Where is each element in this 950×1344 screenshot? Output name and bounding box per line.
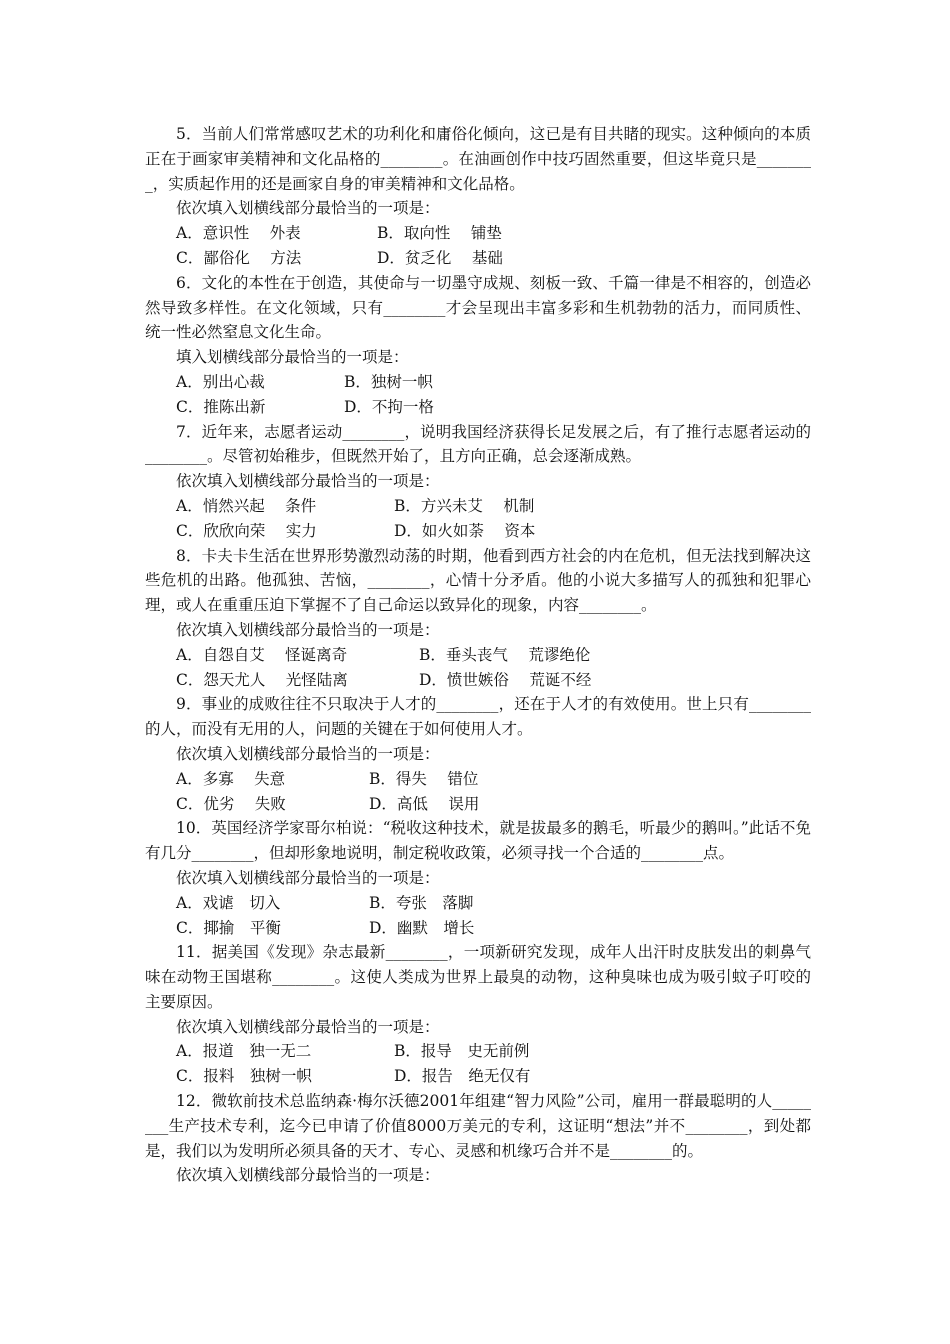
option-b: B．夸张 落脚: [369, 893, 474, 912]
option-b: B．独树一帜: [344, 372, 433, 391]
document-page: [145, 122, 811, 1188]
options-row: [145, 668, 811, 693]
question-9: [145, 692, 811, 816]
question-8: [145, 544, 811, 693]
question-7: [145, 420, 811, 544]
question-stem: 5．当前人们常常感叹艺术的功利化和庸俗化倾向，这已是有目共睹的现实。这种倾向的本质正在于画家审美精神和文化品格的________。在油画创作中技巧固然重要，但这毕竟只是________，实质起作用的还是画家自身的审美精神和文化品格。: [145, 125, 811, 193]
options-row: [145, 643, 811, 668]
options-row: [145, 916, 811, 941]
option-d: D．幽默 增长: [369, 918, 475, 937]
option-a: A．悄然兴起 条件: [176, 496, 317, 515]
question-prompt: 填入划横线部分最恰当的一项是：: [176, 348, 409, 367]
option-d: D．贫乏化 基础: [377, 248, 503, 267]
option-d: D．报告 绝无仅有: [394, 1067, 531, 1086]
question-10: [145, 816, 811, 940]
question-stem: 8．卡夫卡生活在世界形势激烈动荡的时期，他看到西方社会的内在危机，但无法找到解决这些危机的出路。他孤独、苦恼，________，心情十分矛盾。他的小说大多描写人的孤独和犯罪心理，或人在重重压迫下掌握不了自己命运以致异化的现象，内容________。: [145, 546, 811, 615]
option-c: C．怨天尤人 光怪陆离: [176, 670, 348, 689]
options-row: [145, 395, 811, 420]
option-d: D．愤世嫉俗 荒诞不经: [419, 670, 592, 689]
question-prompt: 依次填入划横线部分最恰当的一项是：: [176, 620, 440, 639]
option-b: B．垂头丧气 荒谬绝伦: [419, 645, 591, 664]
question-stem: 7．近年来，志愿者运动________，说明我国经济获得长足发展之后，有了推行志愿者运动的________。尽管初始稚步，但既然开始了，且方向正确，总会逐渐成熟。: [145, 422, 811, 466]
option-a: A．自怨自艾 怪诞离奇: [176, 645, 348, 664]
question-prompt: 依次填入划横线部分最恰当的一项是：: [176, 868, 440, 887]
option-c: C．揶揄 平衡: [176, 918, 281, 937]
option-a: A．戏谑 切入: [176, 893, 281, 912]
options-row: [145, 370, 811, 395]
question-prompt: 依次填入划横线部分最恰当的一项是：: [176, 199, 440, 218]
option-b: B．得失 错位: [369, 769, 479, 788]
options-row: [145, 767, 811, 792]
question-stem: 11．据美国《发现》杂志最新________，一项新研究发现，成年人出汗时皮肤发出的刺鼻气味在动物王国堪称________。这使人类成为世界上最臭的动物，这种臭味也成为吸引蚊子叮咬的主要原因。: [145, 943, 811, 1011]
options-row: [145, 792, 811, 817]
option-a: A．别出心裁: [176, 372, 265, 391]
option-d: D．不拘一格: [344, 397, 434, 416]
option-a: A．意识性 外表: [176, 224, 301, 243]
question-prompt: 依次填入划横线部分最恰当的一项是：: [176, 1166, 440, 1185]
option-c: C．推陈出新: [176, 397, 266, 416]
question-stem: 12．微软前技术总监纳森·梅尔沃德2001年组建“智力风险”公司，雇用一群最聪明的人________生产技术专利，迄今已申请了价值8000万美元的专利，这证明“想法”并不________，到处都是，我们以为发明所必须具备的天才、专心、灵感和机缘巧合并不是________的。: [145, 1092, 811, 1160]
option-a: A．多寡 失意: [176, 769, 286, 788]
question-prompt: 依次填入划横线部分最恰当的一项是：: [176, 744, 440, 763]
question-6: [145, 271, 811, 420]
option-a: A．报道 独一无二: [176, 1042, 312, 1061]
options-row: [145, 891, 811, 916]
options-row: [145, 494, 811, 519]
options-row: [145, 221, 811, 246]
question-11: [145, 940, 811, 1089]
options-row: [145, 519, 811, 544]
option-b: B．报导 史无前例: [394, 1042, 530, 1061]
option-c: C．优劣 失败: [176, 794, 286, 813]
option-c: C．鄙俗化 方法: [176, 248, 302, 267]
option-b: B．方兴未艾 机制: [394, 496, 535, 515]
question-stem: 10．英国经济学家哥尔柏说：“税收这种技术，就是拔最多的鹅毛，听最少的鹅叫。”此话不免有几分________，但却形象地说明，制定税收政策，必须寻找一个合适的________点。: [145, 819, 811, 863]
question-prompt: 依次填入划横线部分最恰当的一项是：: [176, 472, 440, 491]
options-row: [145, 1064, 811, 1089]
question-5: [145, 122, 811, 271]
question-prompt: 依次填入划横线部分最恰当的一项是：: [176, 1017, 440, 1036]
question-stem: 9．事业的成败往往不只取决于人才的________，还在于人才的有效使用。世上只有________的人，而没有无用的人，问题的关键在于如何使用人才。: [145, 695, 811, 739]
option-d: D．如火如荼 资本: [394, 521, 536, 540]
question-stem: 6．文化的本性在于创造，其使命与一切墨守成规、刻板一致、千篇一律是不相容的，创造必然导致多样性。在文化领域，只有________才会呈现出丰富多彩和生机勃勃的活力，而同质性、统一性必然窒息文化生命。: [145, 273, 811, 342]
options-row: [145, 246, 811, 271]
options-row: [145, 1039, 811, 1064]
option-d: D．高低 误用: [369, 794, 480, 813]
option-b: B．取向性 铺垫: [377, 224, 502, 243]
option-c: C．报料 独树一帜: [176, 1067, 312, 1086]
question-12: [145, 1089, 811, 1188]
option-c: C．欣欣向荣 实力: [176, 521, 317, 540]
